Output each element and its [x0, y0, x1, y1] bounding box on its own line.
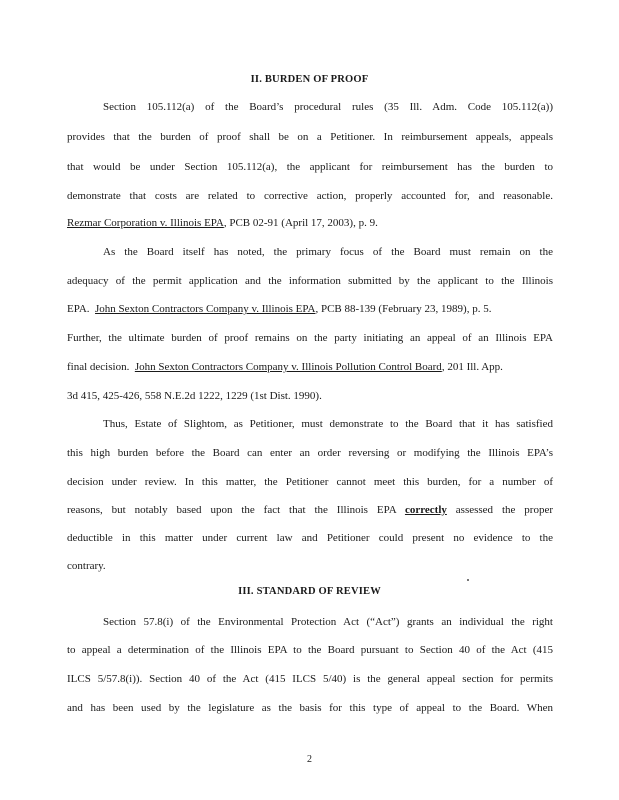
- paragraph-line: provides that the burden of proof shall be on a Petitioner. In reimbursement appeals, appeals: [67, 131, 553, 143]
- paragraph-line: ILCS 5/57.8(i)). Section 40 of the Act (415 ILCS 5/40) is the general appeal section for permits: [67, 673, 553, 685]
- case-citation: Rezmar Corporation v. Illinois EPA: [67, 217, 224, 229]
- paragraph-line: 3d 415, 425-426, 558 N.E.2d 1222, 1229 (1st Dist. 1990).: [67, 390, 322, 402]
- citation-detail: , PCB 88-139 (February 23, 1989), p. 5.: [315, 303, 492, 315]
- paragraph-line-citation: [67, 302, 553, 316]
- section-heading-standard-of-review: III. STANDARD OF REVIEW: [238, 586, 381, 597]
- paragraph-line: Further, the ultimate burden of proof remains on the party initiating an appeal of an Illinois EPA: [67, 332, 553, 344]
- citation-detail: , 201 Ill. App.: [441, 361, 503, 373]
- paragraph-line: and has been used by the legislature as the basis for this type of appeal to the Board. When: [67, 702, 553, 714]
- paragraph-line: As the Board itself has noted, the primary focus of the Board must remain on the: [103, 246, 553, 258]
- paragraph-line: adequacy of the permit application and the information submitted by the applicant to the Illinois: [67, 275, 553, 287]
- paragraph-line: this high burden before the Board can enter an order reversing or modifying the Illinois EPA’s: [67, 447, 553, 459]
- paragraph-line-emphasis: [67, 503, 553, 517]
- emphasis-suffix: assessed the proper: [455, 504, 553, 516]
- paragraph-line: Section 105.112(a) of the Board’s procedural rules (35 Ill. Adm. Code 105.112(a)): [103, 101, 553, 113]
- citation-prefix: EPA.: [67, 303, 90, 315]
- paragraph-line-citation: [67, 360, 553, 374]
- paragraph-line: decision under review. In this matter, the Petitioner cannot meet this burden, for a number of: [67, 476, 553, 488]
- paragraph-line: to appeal a determination of the Illinois EPA to the Board pursuant to Section 40 of the Act (415: [67, 644, 553, 656]
- paragraph-line-citation: [67, 216, 553, 230]
- paragraph-line: Section 57.8(i) of the Environmental Protection Act (“Act”) grants an individual the right: [103, 616, 553, 628]
- paragraph-line: contrary.: [67, 560, 106, 572]
- citation-prefix: final decision.: [67, 361, 130, 373]
- emphasis-prefix: reasons, but notably based upon the fact that the Illinois EPA: [67, 504, 397, 516]
- page-number: 2: [307, 754, 312, 765]
- section-heading-burden-of-proof: II. BURDEN OF PROOF: [250, 74, 369, 85]
- paragraph-line: demonstrate that costs are related to corrective action, properly accounted for, and reasonable.: [67, 190, 553, 202]
- citation-detail: , PCB 02-91 (April 17, 2003), p. 9.: [223, 217, 378, 229]
- emphasized-word: correctly: [404, 504, 447, 516]
- paragraph-line: deductible in this matter under current law and Petitioner could present no evidence to the: [67, 532, 553, 544]
- paragraph-line: that would be under Section 105.112(a), the applicant for reimbursement has the burden to: [67, 161, 553, 173]
- case-citation: John Sexton Contractors Company v. Illinois EPA: [95, 303, 316, 315]
- scan-speck: [467, 579, 469, 581]
- paragraph-line: Thus, Estate of Slightom, as Petitioner, must demonstrate to the Board that it has satisfied: [103, 418, 553, 430]
- case-citation: John Sexton Contractors Company v. Illinois Pollution Control Board: [134, 361, 442, 373]
